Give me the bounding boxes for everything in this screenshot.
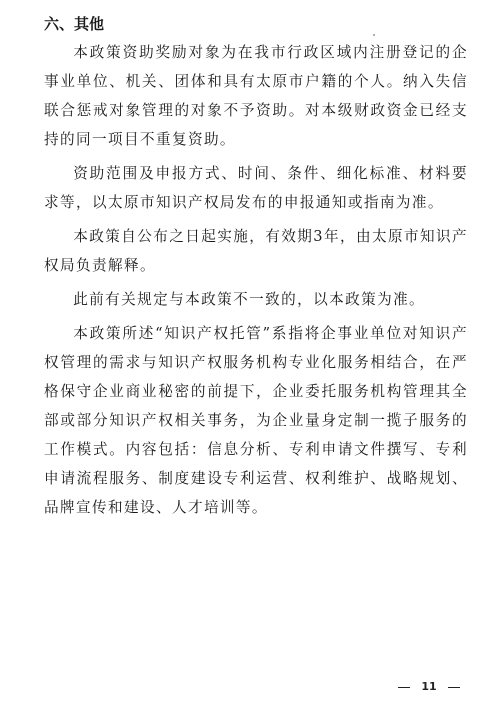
paragraph-effective-date: 本政策自公布之日起实施，有效期3年，由太原市知识产权局负责解释。 bbox=[44, 228, 468, 274]
footer-dash-left bbox=[398, 687, 410, 688]
page-footer bbox=[398, 680, 460, 694]
body-text bbox=[44, 38, 468, 527]
scan-speck bbox=[373, 34, 375, 36]
paragraph-eligibility: 本政策资助奖励对象为在我市行政区域内注册登记的企事业单位、机关、团体和具有太原市户籍的个人。纳入失信联合惩戒对象管理的对象不予资助。对本级财政资金已经支持的同一项目不重复资助。 bbox=[44, 44, 468, 148]
section-heading: 六、其他 bbox=[44, 15, 105, 33]
paragraph-ip-custody-definition: 本政策所述“知识产权托管”系指将企事业单位对知识产权管理的需求与知识产权服务机构专业化服务相结合，在严格保守企业商业秘密的前提下，企业委托服务机构管理其全部或部分知识产权相关事务，为企业量身定制一揽子服务的工作模式。内容包括：信息分析、专利申请文件撰写、专利申请流程服务、制度建设专利运营、权利维护、战略规划、品牌宣传和建设、人才培训等。 bbox=[44, 325, 468, 516]
page-number: 11 bbox=[421, 680, 437, 693]
paragraph-scope: 资助范围及申报方式、时间、条件、细化标准、材料要求等，以太原市知识产权局发布的申报通知或指南为准。 bbox=[44, 165, 468, 211]
footer-dash-right bbox=[448, 687, 460, 688]
paragraph-precedence: 此前有关规定与本政策不一致的，以本政策为准。 bbox=[73, 291, 426, 308]
